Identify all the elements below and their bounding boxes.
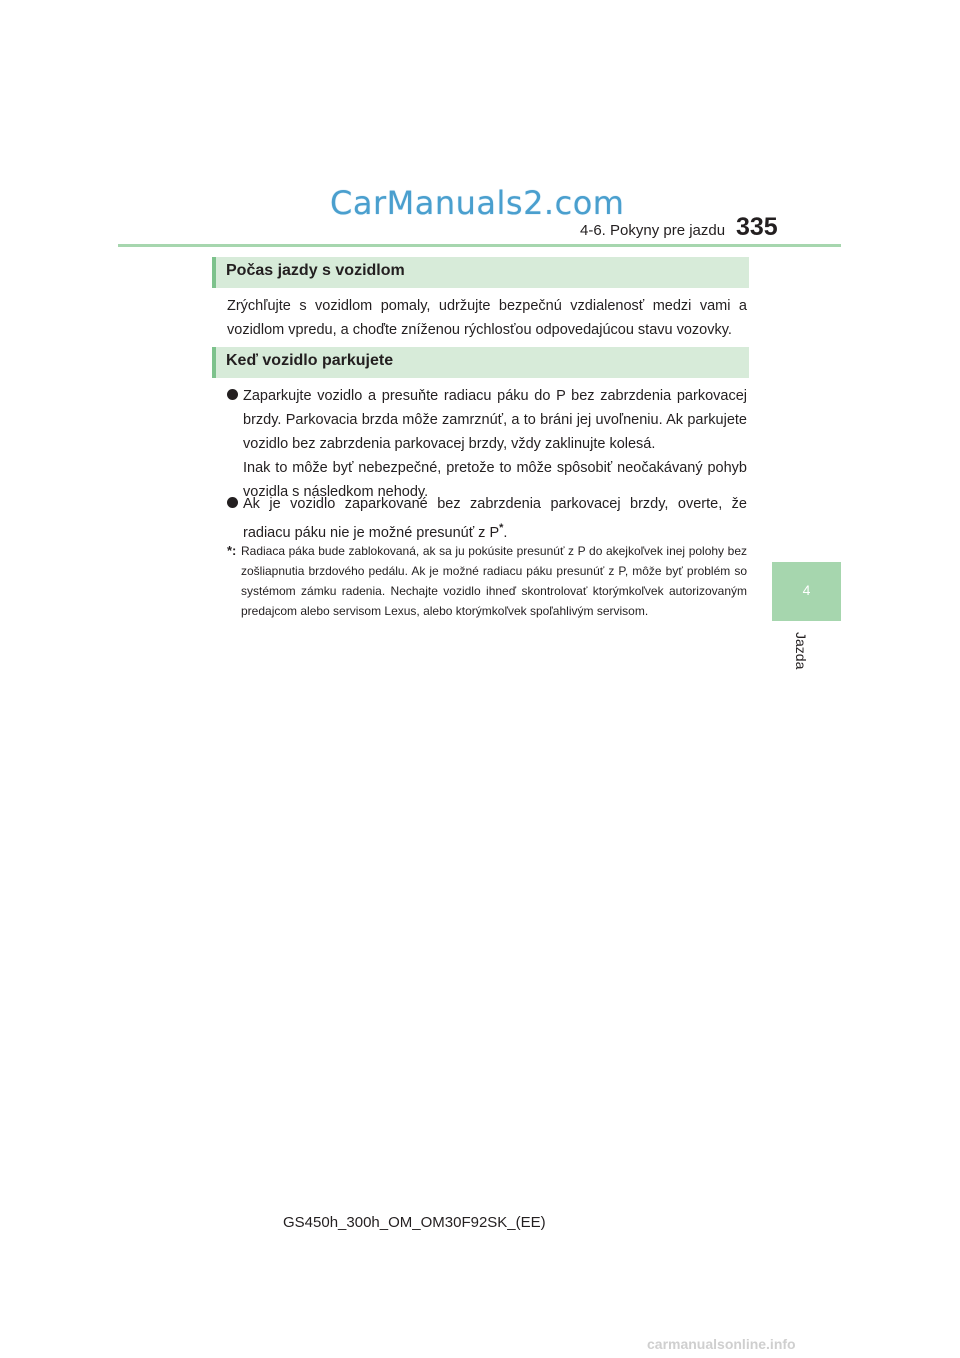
bullet-text-part1: Zaparkujte vozidlo a presuňte radiacu páku do P bez zabrzdenia parkovacej brzdy. Parkovacia brzda môže zamrznúť, a to bráni jej uvoľneniu. Ak parkujete vozidlo bez zabrzdenia parkovacej brzdy, vždy zaklinujte kolesá. <box>243 388 747 452</box>
watermark-logo-bottom: carmanualsonline.info <box>647 1336 796 1352</box>
section-heading-driving-text: Počas jazdy s vozidlom <box>226 262 405 279</box>
chapter-number: 4 <box>802 582 811 598</box>
bullet-text-parking-brake <box>243 384 747 504</box>
driving-paragraph: Zrýchľujte s vozidlom pomaly, udržujte bezpečnú vzdialenosť medzi vami a vozidlom vpredu, a choďte zníženou rýchlosťou odpovedajúcou stavu vozovky. <box>227 298 747 338</box>
watermark-logo-top: CarManuals2.com <box>330 184 625 222</box>
document-code: GS450h_300h_OM_OM30F92SK_(EE) <box>283 1214 546 1231</box>
bullet-text-period: . <box>503 524 508 541</box>
footnote-reference: * <box>499 522 504 534</box>
footnote-text: Radiaca páka bude zablokovaná, ak sa ju pokúsite presunúť z P do akejkoľvek inej polohy bez zošliapnutia brzdového pedálu. Ak je možné radiacu páku presunúť z P, môže byť problém so systémom zámku radenia. Nechajte vozidlo ihneď skontrolovať ktorýmkoľvek autorizovaným predajcom alebo servisom Lexus, alebo ktorýmkoľvek spoľahlivým servisom. <box>241 544 747 618</box>
bullet-dot-icon <box>227 497 238 508</box>
chapter-tab <box>772 562 841 621</box>
header-section-title: 4-6. Pokyny pre jazdu <box>580 222 726 239</box>
bullet-dot-icon <box>227 389 238 400</box>
section-heading-parking-text: Keď vozidlo parkujete <box>226 352 394 369</box>
page-number: 335 <box>736 213 778 241</box>
header-divider <box>118 244 841 247</box>
bullet-text-part2: Inak to môže byť nebezpečné, pretože to môže spôsobiť neočakávaný pohyb vozidla s následkom nehody. <box>243 460 747 500</box>
bullet-text-shift: Ak je vozidlo zaparkované bez zabrzdenia parkovacej brzdy, overte, že radiacu páku nie je možné presunúť z P <box>243 496 747 541</box>
section-heading-driving <box>212 257 749 288</box>
footnote-marker: *: <box>227 543 237 558</box>
bullet-text-shift-check <box>243 492 747 545</box>
section-heading-parking <box>212 347 749 378</box>
chapter-label: Jazda <box>793 632 809 670</box>
